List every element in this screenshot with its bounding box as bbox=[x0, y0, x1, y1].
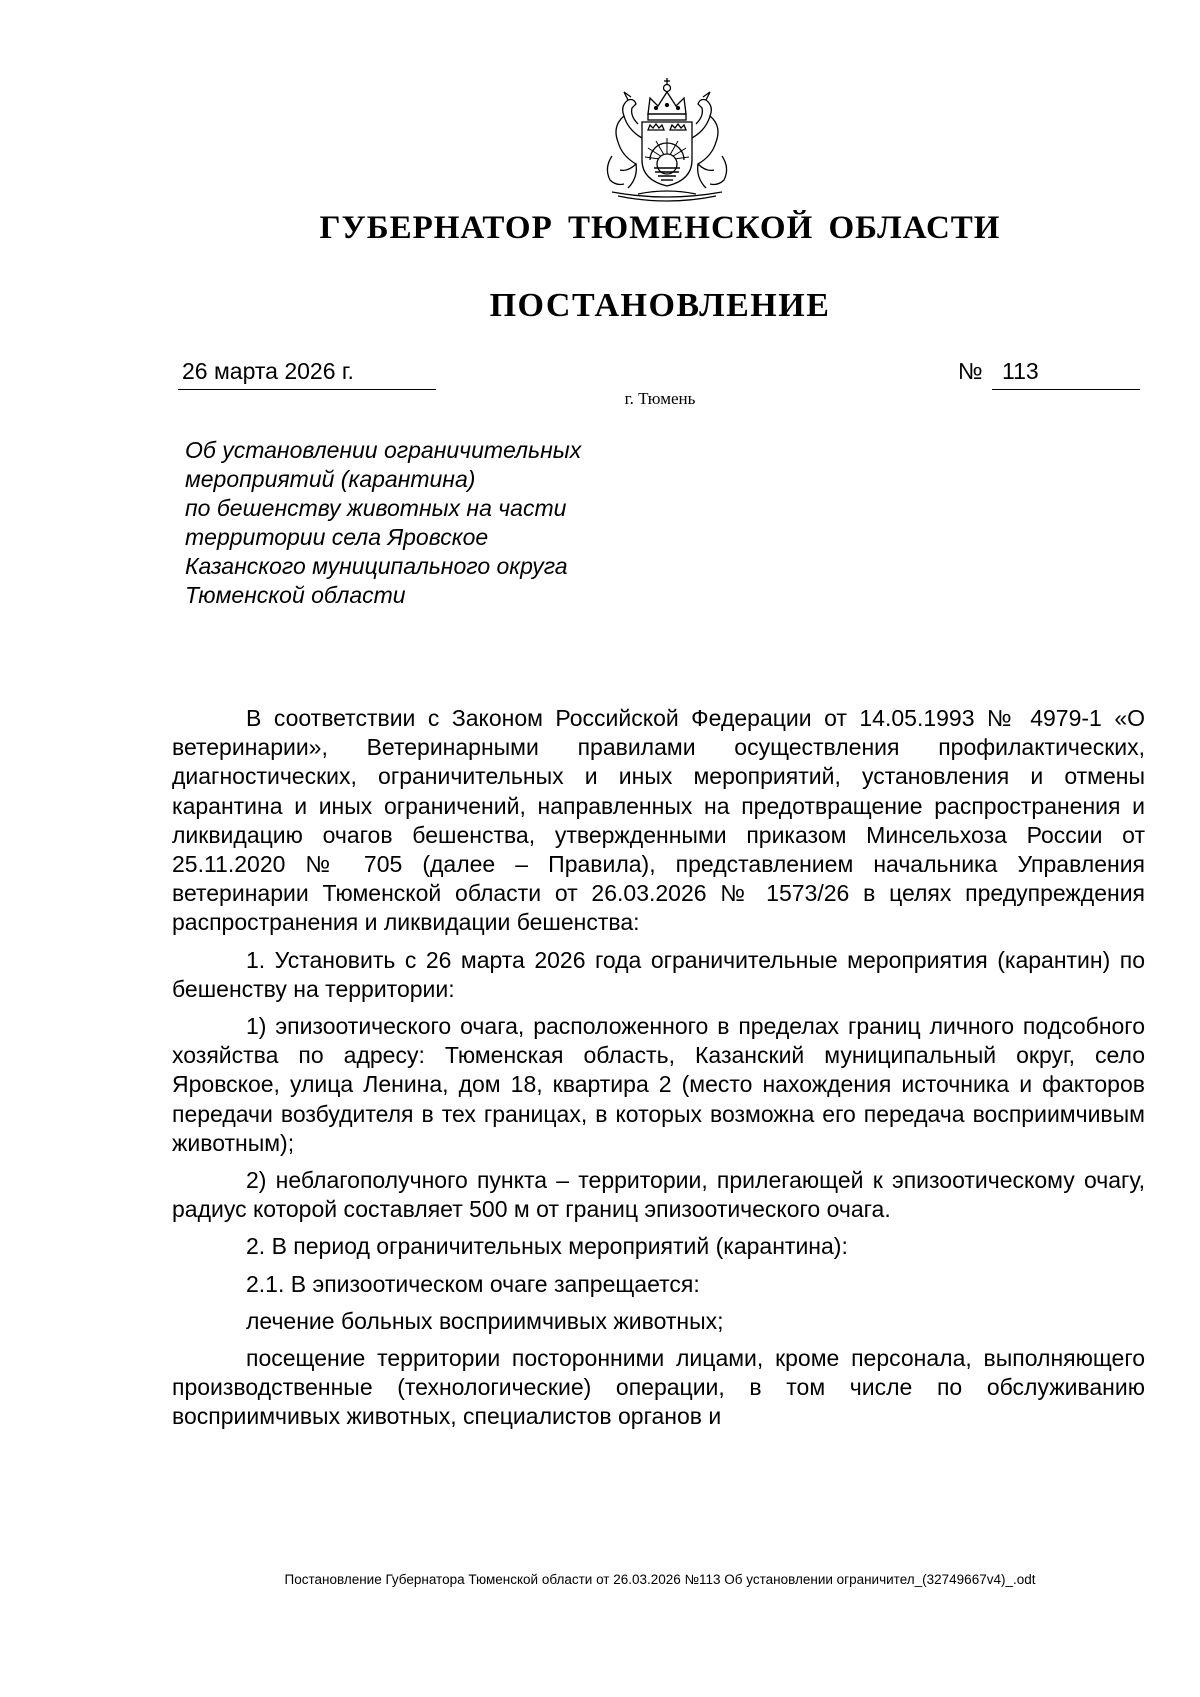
document-subject bbox=[185, 436, 705, 610]
subject-line: Тюменской области bbox=[185, 582, 406, 608]
body-paragraph: посещение территории посторонними лицами, кроме персонала, выполняющего производственные (технологические) операции, в том числе по обслуживанию восприимчивых животных, специалистов органов и bbox=[172, 1345, 1145, 1430]
body-paragraph: 2) неблагополучного пункта – территории, прилегающей к эпизоотическому очагу, радиус которой составляет 500 м от границ эпизоотического очага. bbox=[172, 1167, 1145, 1223]
body-paragraph: В соответствии с Законом Российской Федерации от 14.05.1993 № 4979-1 «О ветеринарии», Ветеринарными правилами осуществления профилактических, диагностических, ограничительных и иных мероприятий, установления и отмены карантина и иных ограничений, направленных на предотвращение распространения и ликвидацию очагов бешенства, утвержденными приказом Минсельхоза России от 25.11.2020 № 705 (далее – Правила), представлением начальника Управления ветеринарии Тюменской области от 26.03.2026 № 1573/26 в целях предупреждения распространения и ликвидации бешенства: bbox=[172, 705, 1145, 936]
body-paragraph: 2.1. В эпизоотическом очаге запрещается: bbox=[246, 1270, 700, 1297]
body-paragraph: 1. Установить с 26 марта 2026 года ограничительные мероприятия (карантин) по бешенству на территории: bbox=[172, 946, 1145, 1002]
document-number-label: № bbox=[958, 358, 983, 384]
subject-line: Казанского муниципального округа bbox=[185, 553, 568, 579]
subject-line: территории села Яровское bbox=[185, 524, 489, 550]
body-paragraph: лечение больных восприимчивых животных; bbox=[246, 1307, 724, 1334]
document-footer: Постановление Губернатора Тюменской области от 26.03.2026 №113 Об установлении ограничител_(32749667v4)_.odt bbox=[284, 1572, 1036, 1587]
subject-line: мероприятий (карантина) bbox=[185, 466, 476, 492]
subject-line: Об установлении ограничительных bbox=[185, 437, 582, 463]
coat-of-arms-icon bbox=[598, 68, 736, 204]
subject-line: по бешенству животных на части bbox=[185, 495, 567, 521]
document-authority-title: ГУБЕРНАТОР ТЮМЕНСКОЙ ОБЛАСТИ bbox=[319, 210, 1001, 246]
document-body bbox=[172, 704, 1145, 1432]
body-paragraph: 2. В период ограничительных мероприятий (карантина): bbox=[246, 1233, 848, 1260]
document-date: 26 марта 2026 г. bbox=[178, 358, 436, 390]
document-type-title: ПОСТАНОВЛЕНИЕ bbox=[489, 287, 831, 324]
document-city: г. Тюмень bbox=[624, 389, 696, 408]
body-paragraph: 1) эпизоотического очага, расположенного в пределах границ личного подсобного хозяйства по адресу: Тюменская область, Казанский муниципальный округ, село Яровское, улица Ленина, дом 18, квартира 2 (место нахождения источника и факторов передачи возбудителя в тех границах, в которых возможна его передача восприимчивым животным); bbox=[172, 1013, 1145, 1156]
document-number: 113 bbox=[992, 358, 1140, 390]
